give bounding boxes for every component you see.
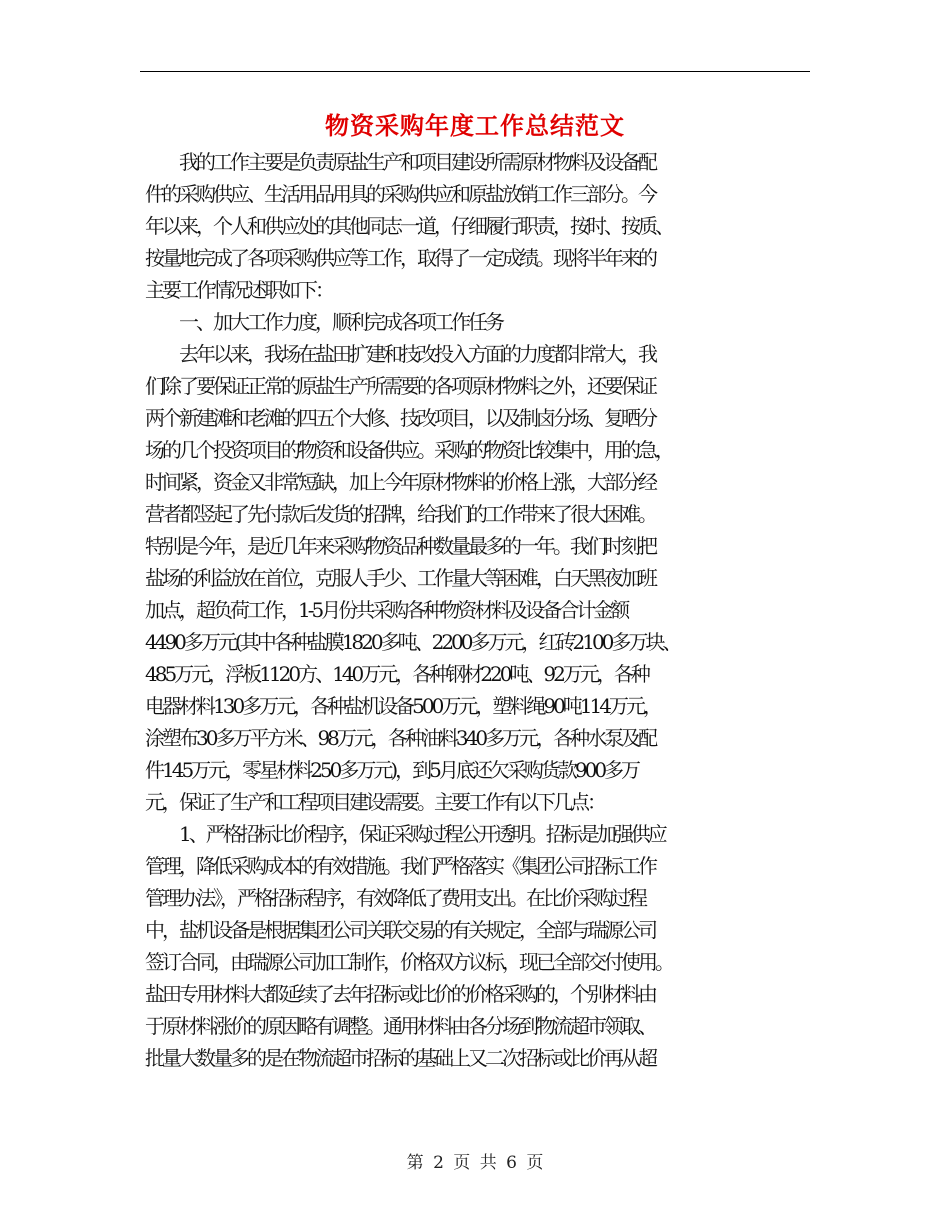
body-line: 批量大数量多的是在物流超市招标的基础上又二次招标或比价再从超 [145,1046,655,1070]
body-line: 场的几个投资项目的物资和设备供应。采购的物资比较集中，用的急， [145,438,672,462]
body-line: 于原材料涨价的原因略有调整。通用材料由各分场到物流超市领取、 [145,1014,655,1038]
body-line: 特别是今年，是近几年来采购物资品种数量最多的一年。我们时刻把 [145,534,655,558]
body-line: 件的采购供应、生活用品用具的采购供应和原盐放销工作三部分。今 [145,182,655,206]
body-line: 时间紧，资金又非常短缺，加上今年原材物料的价格上涨，大部分经 [145,470,655,494]
body-line: 两个新建滩和老滩的四五个大修、技改项目，以及制卤分场、复晒分 [145,406,655,430]
body-line: 管理，降低采购成本的有效措施。我们严格落实《集团公司招标工作 [145,854,655,878]
body-line: 按量地完成了各项采购供应等工作，取得了一定成绩。现将半年来的 [145,246,655,270]
body-line: 4490多万元(其中各种盐膜1820多吨、2200多万元，红砖2100多万块、 [145,630,680,654]
document-title: 物资采购年度工作总结范文 [325,111,625,140]
body-line: 1、严格招标比价程序，保证采购过程公开透明。招标是加强供应 [145,822,665,846]
body-line: 电器材料130多万元，各种盐机设备500万元，塑料绳90吨114万元， [145,694,660,718]
document-body [145,146,815,1074]
section-heading: 一、加大工作力度，顺利完成各项工作任务 [145,310,502,334]
body-line: 营者都竖起了先付款后发货的招牌，给我们的工作带来了很大困难。 [145,502,655,526]
body-line: 主要工作情况述职如下： [145,278,332,302]
body-line: 盐场的利益放在首位，克服人手少、工作量大等困难，白天黑夜加班 [145,566,655,590]
body-line: 加点，超负荷工作，1-5月份共采购各种物资材料及设备合计金额 [145,598,628,622]
body-line: 去年以来，我场在盐田扩建和技改投入方面的力度都非常大，我 [145,342,655,366]
body-line: 签订合同，由瑞源公司加工制作，价格双方议标，现已全部交付使用。 [145,950,672,974]
body-line: 们除了要保证正常的原盐生产所需要的各项原材物料之外，还要保证 [145,374,655,398]
body-line: 涂塑布30多万平方米、98万元，各种油料340多万元，各种水泵及配 [145,726,656,750]
body-line: 元，保证了生产和工程项目建设需要。主要工作有以下几点： [145,790,604,814]
page-number-footer: 第 2 页 共 6 页 [406,1153,544,1173]
body-line: 年以来，个人和供应处的其他同志一道，仔细履行职责，按时、按质、 [145,214,672,238]
body-line: 中，盐机设备是根据集团公司关联交易的有关规定，全部与瑞源公司 [145,918,655,942]
body-line: 盐田专用材料大都延续了去年招标或比价的价格采购的，个别材料由 [145,982,655,1006]
body-line: 件145万元，零星材料250多万元)，到5月底还欠采购货款900多万 [145,758,639,782]
body-line: 管理办法》，严格招标程序，有效降低了费用支出。在比价采购过程 [145,886,645,910]
body-line: 我的工作主要是负责原盐生产和项目建设所需原材物料及设备配 [145,150,655,174]
body-line: 485万元，浮板1120方、140万元，各种钢材220吨、92万元，各种 [145,662,648,686]
header-rule [140,71,810,72]
